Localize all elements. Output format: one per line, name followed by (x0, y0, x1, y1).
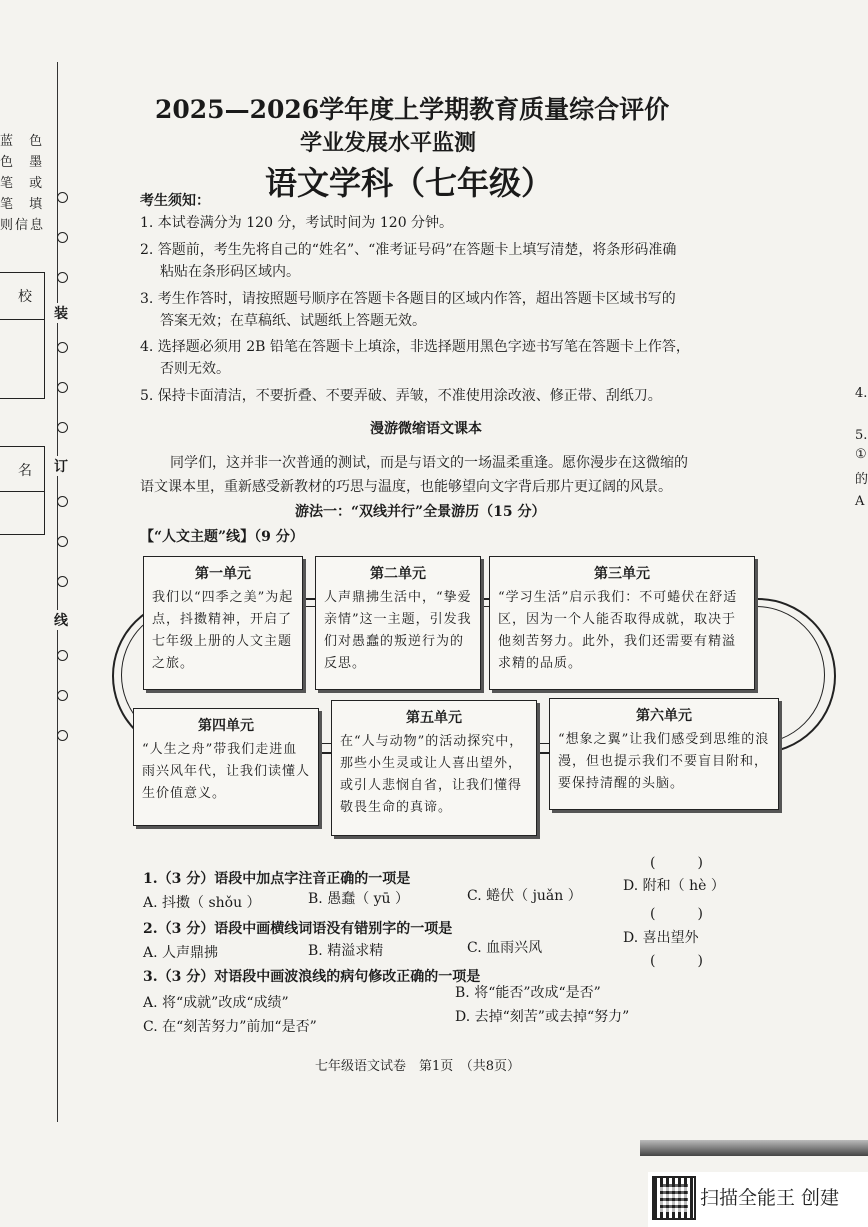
unit-card-6 (549, 698, 779, 810)
unit-card-5 (331, 700, 537, 836)
answer-paren-3: ( ) (650, 953, 703, 969)
binding-hole (57, 650, 68, 661)
right-edge-text: 5. (855, 428, 868, 443)
answer-paren-1: ( ) (650, 855, 703, 871)
left-note-3: 笔 或 (0, 176, 49, 191)
question-1-stem: 1.（3 分）语段中加点字注音正确的一项是 (143, 871, 411, 887)
right-edge-text: ① (855, 447, 867, 462)
section-heading: 漫游微缩语文课本 (370, 421, 482, 437)
q2-option-c: C. 血雨兴风 (467, 940, 543, 956)
unit-title: 第二单元 (370, 566, 426, 582)
notice-item-1: 1. 本试卷满分为 120 分，考试时间为 120 分钟。 (140, 215, 454, 231)
q3-option-c: C. 在“刻苦努力”前加“是否” (143, 1019, 317, 1035)
subject-title: 语文学科（七年级） (265, 164, 554, 202)
qr-code-icon (652, 1176, 696, 1220)
notice-item-4: 4. 选择题必须用 2B 铅笔在答题卡上填涂，非选择题用黑色字迹书写笔在答题卡上作答， (140, 339, 690, 355)
section-intro-2: 语文课本里，重新感受新教材的巧思与温度，也能够望向文字背后那片更辽阔的风景。 (140, 479, 672, 495)
watermark-text: 扫描全能王 创建 (700, 1187, 840, 1209)
q2-option-a: A. 人声鼎拂 (143, 945, 219, 961)
right-edge-text: 4. (855, 386, 868, 401)
left-note-1: 蓝 色 (0, 134, 49, 149)
school-field-label: 校 (18, 289, 32, 305)
unit-title: 第五单元 (406, 710, 462, 726)
notice-item-4-cont: 否则无效。 (160, 361, 230, 377)
left-note-4: 笔 填 (0, 197, 49, 212)
binding-hole (57, 272, 68, 283)
unit-card-4 (133, 708, 319, 826)
answer-paren-2: ( ) (650, 906, 703, 922)
binding-hole (57, 690, 68, 701)
unit-card-3 (489, 556, 755, 690)
binding-hole (57, 382, 68, 393)
q1-option-d: D. 附和（ hè ） (623, 878, 725, 894)
theme-line-label: 【“人文主题”线】（9 分） (140, 529, 304, 545)
notice-item-2: 2. 答题前，考生先将自己的“姓名”、“准考证号码”在答题卡上填写清楚，将条形码准确 (140, 242, 677, 258)
left-note-2: 色 墨 (0, 155, 49, 170)
exam-subtitle: 学业发展水平监测 (300, 130, 477, 156)
q3-option-b: B. 将“能否”改成“是否” (455, 985, 601, 1001)
binding-char-ding: 订 (54, 456, 68, 476)
unit-body: “人生之舟”带我们走进血雨兴风年代，让我们读懂人生价值意义。 (142, 742, 311, 801)
name-field-label: 名 (18, 463, 32, 479)
binding-hole (57, 496, 68, 507)
unit-body: 我们以“四季之美”为起点，抖擞精神，开启了七年级上册的人文主题之旅。 (152, 590, 294, 671)
unit-title: 第一单元 (195, 566, 251, 582)
q2-option-d: D. 喜出望外 (623, 930, 699, 946)
part-heading: 游法一：“双线并行”全景游历（15 分） (295, 504, 546, 520)
unit-body: “学习生活”启示我们：不可蜷伏在舒适区，因为一个人能否取得成就，取决于他刻苦努力。此外，我们还需要有精溢求精的品质。 (498, 590, 738, 671)
question-3-stem: 3.（3 分）对语段中画波浪线的病句修改正确的一项是 (143, 969, 481, 985)
right-edge-text: 的 (855, 472, 868, 487)
q1-option-b: B. 愚蠢（ yū ） (308, 891, 410, 907)
unit-title: 第六单元 (636, 708, 692, 724)
q3-option-d: D. 去掉“刻苦”或去掉“努力” (455, 1009, 630, 1025)
binding-char-zhuang: 装 (54, 303, 68, 323)
unit-body: 人声鼎拂生活中，“挚爱亲情”这一主题，引发我们对愚蠢的叛逆行为的反思。 (324, 590, 472, 671)
notice-item-3: 3. 考生作答时，请按照题号顺序在答题卡各题目的区域内作答，超出答题卡区域书写的 (140, 291, 676, 307)
binding-hole (57, 342, 68, 353)
exam-title: 2025—2026学年度上学期教育质量综合评价 (155, 95, 670, 124)
unit-title: 第四单元 (198, 718, 254, 734)
binding-hole (57, 730, 68, 741)
unit-body: “想象之翼”让我们感受到思维的浪漫，但也提示我们不要盲目附和，要保持清醒的头脑。 (558, 732, 770, 791)
notice-item-2-cont: 粘贴在条形码区域内。 (160, 264, 300, 280)
q3-option-a: A. 将“成就”改成“成绩” (143, 995, 289, 1011)
notice-item-5: 5. 保持卡面清洁，不要折叠、不要弄破、弄皱，不准使用涂改液、修正带、刮纸刀。 (140, 388, 662, 404)
question-2-stem: 2.（3 分）语段中画横线词语没有错别字的一项是 (143, 921, 453, 937)
left-note-5: 则信息 (0, 218, 46, 233)
right-edge-text: A (855, 494, 865, 509)
q1-option-a: A. 抖擞（ shǒu ） (143, 895, 261, 911)
unit-card-2 (315, 556, 481, 690)
scan-edge-shadow (640, 1140, 868, 1156)
binding-hole (57, 576, 68, 587)
notice-item-3-cont: 答案无效；在草稿纸、试题纸上答题无效。 (160, 313, 426, 329)
binding-hole (57, 536, 68, 547)
binding-hole (57, 232, 68, 243)
binding-char-xian: 线 (54, 610, 68, 630)
notice-heading: 考生须知： (140, 193, 210, 209)
unit-body: 在“人与动物”的活动探究中，那些小生灵或让人喜出望外，或引人悲悯自省，让我们懂得敬畏生命的真谛。 (340, 734, 524, 815)
name-field-input (0, 490, 45, 535)
unit-card-1 (143, 556, 303, 690)
unit-title: 第三单元 (594, 566, 650, 582)
binding-hole (57, 422, 68, 433)
binding-line (57, 62, 58, 1122)
q1-option-c: C. 蜷伏（ juǎn ） (467, 888, 582, 904)
q2-option-b: B. 精溢求精 (308, 943, 384, 959)
binding-hole (57, 192, 68, 203)
section-intro-1: 同学们，这并非一次普通的测试，而是与语文的一场温柔重逢。愿你漫步在这微缩的 (170, 455, 688, 471)
page-footer: 七年级语文试卷 第1页 （共8页） (315, 1059, 521, 1074)
school-field-input (0, 318, 45, 399)
